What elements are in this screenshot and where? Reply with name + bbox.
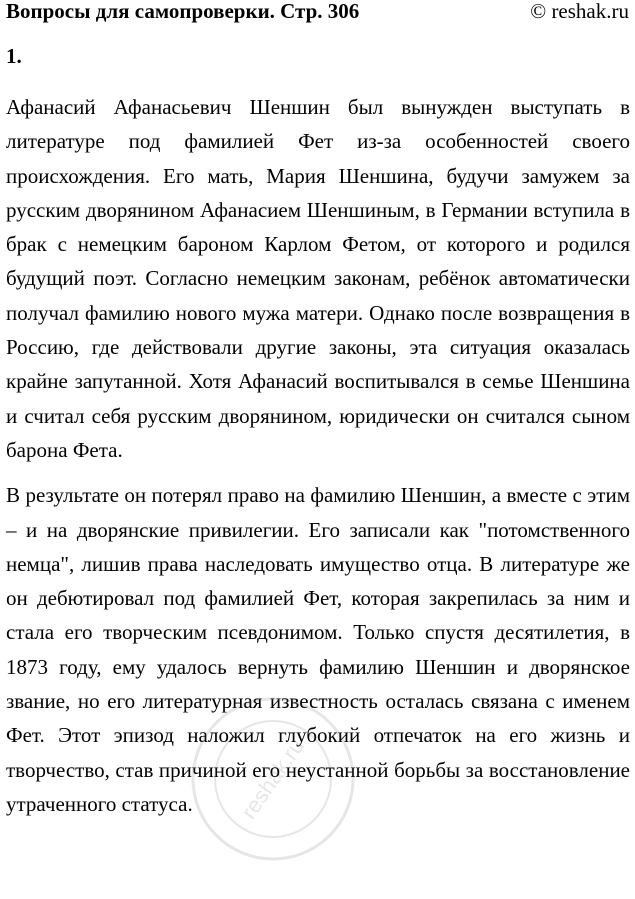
page-title: Вопросы для самопроверки. Стр. 306: [6, 0, 360, 23]
question-number: 1.: [6, 44, 22, 68]
answer-paragraph-2: В результате он потерял право на фамилию Шеншин, а вместе с этим – и на дворянские привилегии. Его записали как "потомственного немца", лишив права наследовать имущество отца. В литературе же он дебютировал под фамилией Фет, которая закрепилась за ним и стала его творческим псевдонимом. Только спустя десятилетия, в 1873 году, ему удалось вернуть фамилию Шеншин и дворянское звание, но его литературная известность осталась связана с именем Фет. Этот эпизод наложил глубокий отпечаток на его жизнь и творчество, став причиной его неустанной борьбы за восстановление утраченного статуса.: [6, 483, 630, 816]
copyright-notice: © reshak.ru: [530, 0, 629, 23]
watermark-text: reshak.ru: [236, 733, 310, 824]
answer-text: [6, 90, 630, 824]
page-header: [6, 0, 629, 26]
answer-paragraph-1: Афанасий Афанасьевич Шеншин был вынужден выступать в литературе под фамилией Фет из-за особенностей своего происхождения. Его мать, Мария Шеншина, будучи замужем за русским дворянином Афанасием Шеншиным, в Германии вступила в брак с немецким бароном Карлом Фетом, от которого и родился будущий поэт. Согласно немецким законам, ребёнок автоматически получал фамилию нового мужа матери. Однако после возвращения в Россию, где действовали другие законы, эта ситуация оказалась крайне запутанной. Хотя Афанасий воспитывался в семье Шеншина и считал себя русским дворянином, юридически он считался сыном барона Фета.: [6, 95, 630, 462]
